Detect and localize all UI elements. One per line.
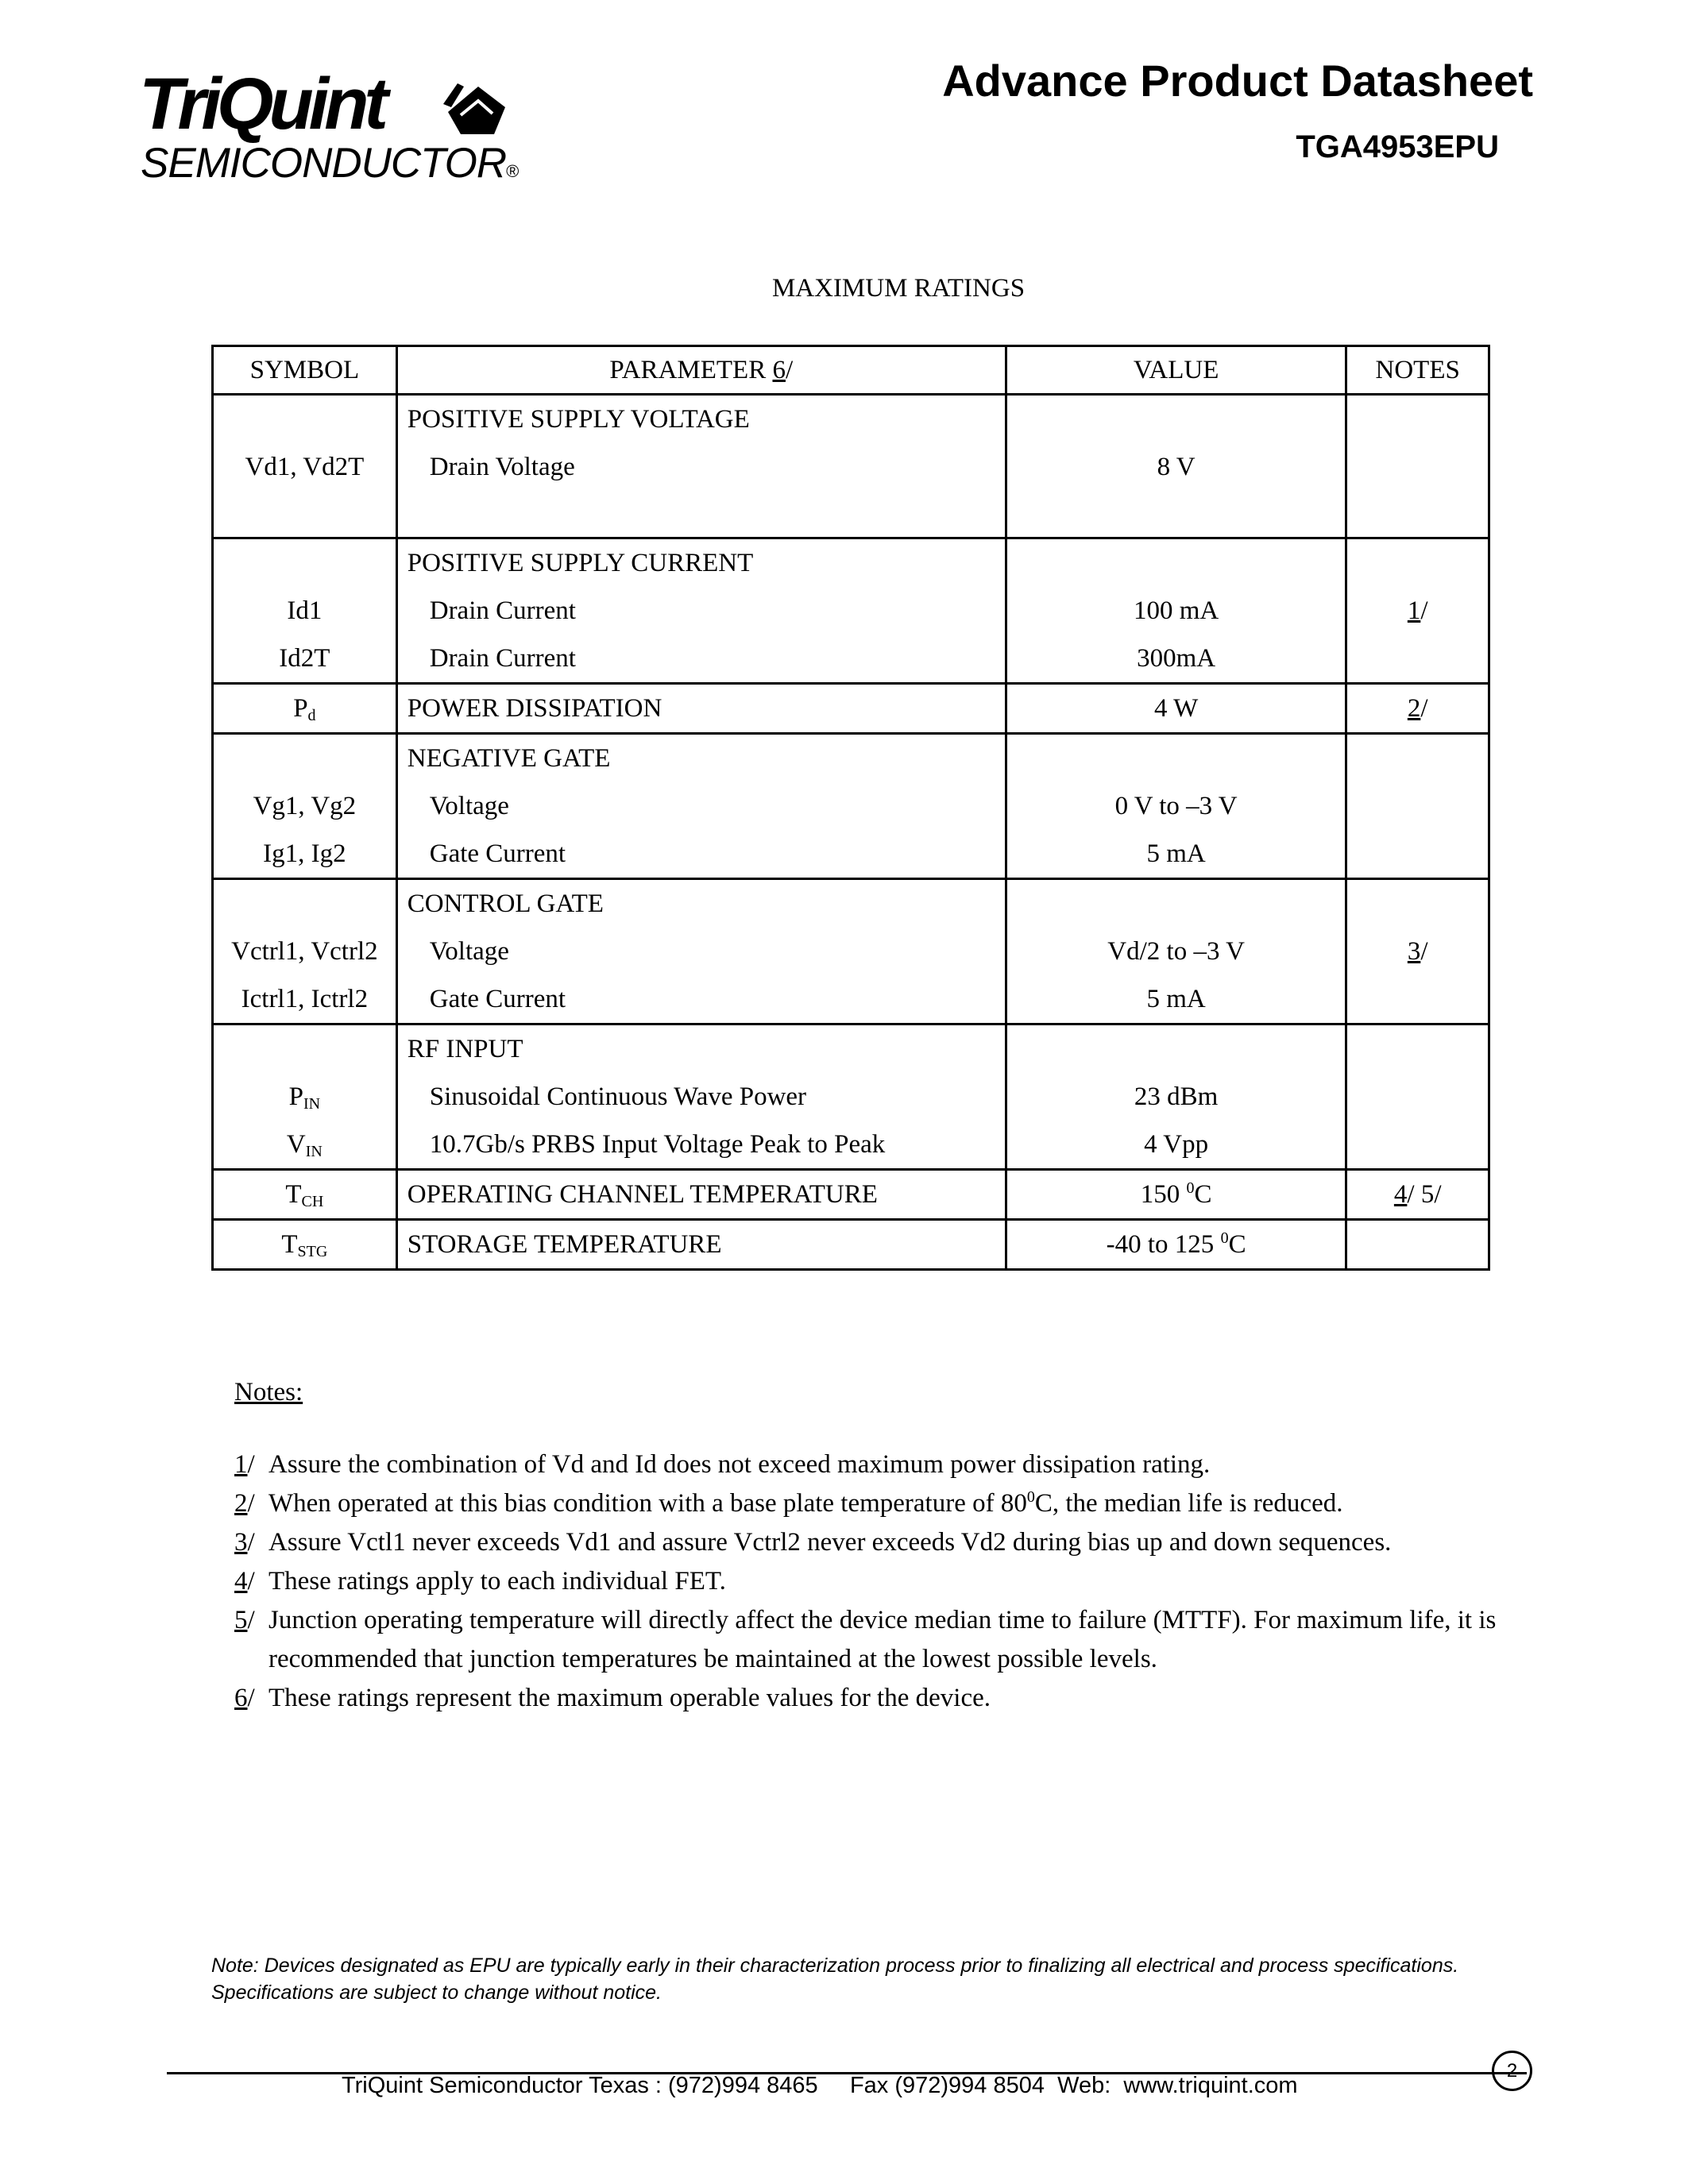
value-cell: 0 V to –3 V <box>1114 792 1238 820</box>
value-cell: Vd/2 to –3 V <box>1107 937 1245 966</box>
parameter-cell: Gate Current <box>429 985 566 1013</box>
table-header-row <box>213 346 1489 395</box>
value-cell: -40 to 125 $^0$C <box>1106 1229 1246 1259</box>
parameter-cell: Voltage <box>429 937 509 966</box>
header-parameter: PARAMETER 6/ <box>396 346 1006 395</box>
page-number: 2 <box>1492 2051 1532 2091</box>
symbol-cell: Ictrl1, Ictrl2 <box>241 985 369 1013</box>
part-number: TGA4953EPU <box>1296 129 1499 164</box>
list-item: 2/ When operated at this bias condition with a base plate temperature of $80^0C$, the median life is reduced. <box>234 1488 1343 1518</box>
header-notes: NOTES <box>1346 346 1489 395</box>
value-cell: 8 V <box>1157 453 1196 481</box>
section-title: MAXIMUM RATINGS <box>771 274 1026 303</box>
group-title: NEGATIVE GATE <box>407 744 611 773</box>
parameter-cell: Sinusoidal Continuous Wave Power <box>429 1082 807 1111</box>
symbol-cell: $T_{CH}$ <box>285 1180 324 1210</box>
symbol-cell: $P_{IN}$ <box>288 1082 321 1113</box>
group-title: RF INPUT <box>407 1035 523 1063</box>
group-title: POSITIVE SUPPLY CURRENT <box>407 549 754 577</box>
note-ref: 4/ 5/ <box>1393 1180 1442 1209</box>
list-item: 1/ Assure the combination of Vd and Id does not exceed maximum power dissipation rating. <box>234 1450 1211 1479</box>
logo-subtitle: SEMICONDUCTOR® <box>141 140 519 187</box>
value-cell: 5 mA <box>1146 839 1206 868</box>
parameter-cell: POWER DISSIPATION <box>407 694 662 723</box>
parameter-cell: OPERATING CHANNEL TEMPERATURE <box>407 1180 878 1209</box>
table-row <box>213 879 1489 1024</box>
symbol-cell: Ig1, Ig2 <box>263 839 346 868</box>
note-ref: 2/ <box>1407 694 1428 723</box>
parameter-cell: STORAGE TEMPERATURE <box>407 1230 722 1259</box>
parameter-cell: Drain Current <box>429 644 576 673</box>
document-title: Advance Product Datasheet <box>942 56 1533 106</box>
value-cell: 100 mA <box>1133 596 1219 625</box>
logo-wordmark: TriQuint <box>139 64 384 145</box>
parameter-cell: Gate Current <box>429 839 566 868</box>
symbol-cell: $V_{IN}$ <box>286 1130 323 1160</box>
header-symbol: SYMBOL <box>213 346 397 395</box>
list-item: 5/ Junction operating temperature will directly affect the device median time to failure (MTTF). For maximum life, it is recommended that junction temperatures be maintained at the lowest possible levels. <box>234 1606 1497 1673</box>
parameter-cell: Drain Current <box>429 596 576 625</box>
parameter-cell: 10.7Gb/s PRBS Input Voltage Peak to Peak <box>429 1130 886 1159</box>
parameter-cell: Voltage <box>429 792 509 820</box>
list-item: 3/ Assure Vctl1 never exceeds Vd1 and assure Vctrl2 never exceeds Vd2 during bias up and down sequences. <box>234 1528 1392 1557</box>
list-item: 4/ These ratings apply to each individual FET. <box>234 1567 726 1596</box>
notes-heading: Notes: <box>234 1378 303 1406</box>
value-cell: 150 $^0$C <box>1140 1179 1212 1209</box>
group-title: CONTROL GATE <box>407 889 604 918</box>
parameter-cell: Drain Voltage <box>429 453 575 481</box>
value-cell: 4 Vpp <box>1144 1130 1209 1159</box>
table-row <box>213 684 1489 734</box>
value-cell: 5 mA <box>1146 985 1206 1013</box>
note-ref: 3/ <box>1407 937 1428 966</box>
company-logo <box>139 64 536 195</box>
symbol-cell: $P_d$ <box>293 694 316 724</box>
footer-contact: TriQuint Semiconductor Texas : (972)994 8465 Fax (972)994 8504 Web: www.triquint.com <box>342 2073 1298 2098</box>
symbol-cell: $T_{STG}$ <box>281 1230 328 1260</box>
symbol-cell: Vd1, Vd2T <box>245 453 365 481</box>
symbol-cell: Vg1, Vg2 <box>253 792 357 820</box>
table-row <box>213 734 1489 879</box>
notes-list <box>234 1445 1505 1718</box>
table-row <box>213 1170 1489 1220</box>
table-row <box>213 395 1489 538</box>
table-row <box>213 1024 1489 1170</box>
list-item: 6/ These ratings represent the maximum operable values for the device. <box>234 1684 991 1712</box>
symbol-cell: Id2T <box>279 644 330 673</box>
epu-disclaimer: Note: Devices designated as EPU are typically early in their characterization process prior to finalizing all electrical and process specifications. Specifications are subject to change without notice. <box>211 1954 1459 2004</box>
header-value: VALUE <box>1006 346 1346 395</box>
value-cell: 4 W <box>1153 694 1199 723</box>
table-row <box>213 538 1489 684</box>
symbol-cell: Id1 <box>287 596 323 625</box>
pentagon-logo-icon <box>437 80 508 136</box>
note-ref: 1/ <box>1407 596 1428 625</box>
value-cell: 300mA <box>1137 644 1216 673</box>
maximum-ratings-table <box>211 345 1490 1271</box>
symbol-cell: Vctrl1, Vctrl2 <box>231 937 378 966</box>
group-title: POSITIVE SUPPLY VOLTAGE <box>407 405 750 434</box>
table-row <box>213 1220 1489 1270</box>
value-cell: 23 dBm <box>1134 1082 1219 1111</box>
